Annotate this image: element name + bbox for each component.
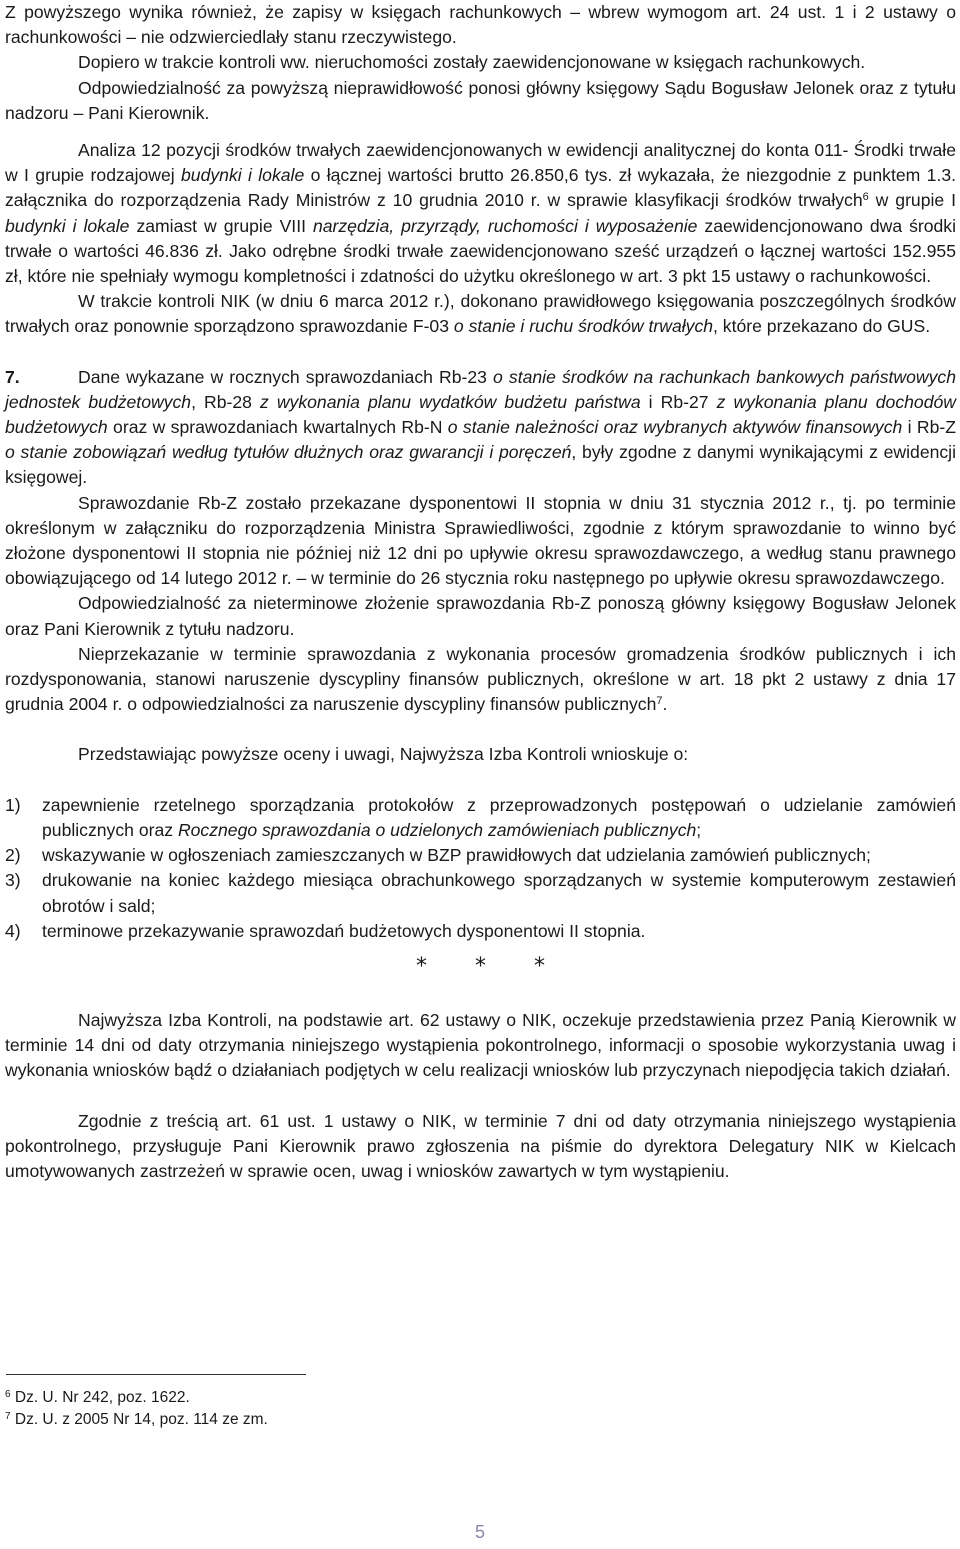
list-item: 4) terminowe przekazywanie sprawozdań budżetowych dysponentowi II stopnia. bbox=[5, 920, 646, 941]
paragraph-rbz: Sprawozdanie Rb-Z zostało przekazane dysponentowi II stopnia w dniu 31 stycznia 2012 r., tj. po terminie określonym w załączniku do rozporządzenia Ministra Sprawiedliwości, zgodnie z którym sprawozdanie to winno być złożone dysponentowi II stopnia nie później niż 12 dni po upływie okresu sprawozdawczego, a według stanu prawnego obowiązującego od 14 lutego 2012 r. – w terminie do 26 stycznia roku następnego po upływie okresu sprawozdawczego. bbox=[5, 492, 956, 589]
paragraph-intro-3: Odpowiedzialność za powyższą nieprawidłowość ponosi główny księgowy Sądu Bogusław Jelonek oraz z tytułu nadzoru – Pani Kierownik. bbox=[5, 77, 956, 123]
list-item: 3) drukowanie na koniec każdego miesiąca obrachunkowego sporządzanych w systemie komputerowym zestawień obrotów i sald; bbox=[5, 870, 956, 916]
footnote-separator bbox=[6, 1374, 306, 1375]
document-page bbox=[5, 0, 956, 1184]
page-number: 5 bbox=[474, 1522, 485, 1542]
footnote-6: $^6$ Dz. U. Nr 242, poz. 1622. bbox=[5, 1389, 190, 1406]
list-item: 2) wskazywanie w ogłoszeniach zamieszczanych w BZP prawidłowych dat udzielania zamówień publicznych; bbox=[5, 845, 871, 866]
paragraph-wnioski-intro: Przedstawiając powyższe oceny i uwagi, Najwyższa Izba Kontroli wnioskuje o: bbox=[78, 744, 689, 765]
paragraph-closing-2: Zgodnie z treścią art. 61 ust. 1 ustawy o NIK, w terminie 7 dni od daty otrzymania niniejszego wystąpienia pokontrolnego, przysługuje Pani Kierownik prawo zgłoszenia na piśmie do dyrektora Delegatury NIK w Kielcach umotywowanych zastrzeżeń w sprawie ocen, uwag i wniosków zawartych w tym wystąpieniu. bbox=[5, 1110, 956, 1181]
star: * bbox=[475, 953, 486, 979]
footnote-ref-7: 7 bbox=[656, 695, 663, 708]
star: * bbox=[416, 953, 427, 979]
paragraph-analiza: Analiza 12 pozycji środków trwałych zaewidencjonowanych w ewidencji analitycznej do konta 011- Środki trwałe w I grupie rodzajowej budynki i lokale o łącznej wartości brutto 26.850,6 tys. zł wykazała, że niezgodnie z punktem 1.3. załącznika do rozporządzenia Rady Ministrów z 10 grudnia 2010 r. w sprawie klasyfikacji środków trwałych$^6$ w grupie I budynki i lokale zamiast w grupie VIII narzędzia, przyrządy, ruchomości i wyposażenie zaewidencjonowano dwa środki trwałe o wartości 46.836 zł. Jako odrębne środki trwałe zaewidencjonowano sześć urządzeń o łącznej wartości 152.955 zł, które nie spełniały wymogu kompletności i zdatności do użytku określonego w art. 3 pkt 15 ustawy o rachunkowości. bbox=[5, 140, 957, 287]
star: * bbox=[534, 953, 545, 979]
paragraph-nieprzekazanie: Nieprzekazanie w terminie sprawozdania z wykonania procesów gromadzenia środków publicznych i ich rozdysponowania, stanowi naruszenie dyscypliny finansów publicznych, określone w art. 18 pkt 2 ustawy z dnia 17 grudnia 2004 r. o odpowiedzialności za naruszenie dyscypliny finansów publicznych$^7$. bbox=[5, 643, 956, 715]
paragraph-odpowiedzialnosc: Odpowiedzialność za nieterminowe złożenie sprawozdania Rb-Z ponoszą główny księgowy Bogusław Jelonek oraz Pani Kierownik z tytułu nadzoru. bbox=[5, 593, 956, 639]
wnioski-list bbox=[5, 793, 956, 944]
footnotes bbox=[5, 1387, 268, 1431]
list-item: 1) zapewnienie rzetelnego sporządzania protokołów z przeprowadzonych postępowań o udzielanie zamówień publicznych oraz Rocznego sprawozdania o udzielonych zamówieniach publicznych; bbox=[5, 794, 956, 840]
paragraph-intro-1: Z powyższego wynika również, że zapisy w księgach rachunkowych – wbrew wymogom art. 24 ust. 1 i 2 ustawy o rachunkowości – nie odzwierciedlały stanu rzeczywistego. bbox=[5, 2, 956, 48]
section-7-paragraph: 7. Dane wykazane w rocznych sprawozdaniach Rb-23 o stanie środków na rachunkach bankowych państwowych jednostek budżetowych, Rb-28 z wykonania planu wydatków budżetu państwa i Rb-27 z wykonania planu dochodów budżetowych oraz w sprawozdaniach kwartalnych Rb-N o stanie należności oraz wybranych aktywów finansowych i Rb-Z o stanie zobowiązań według tytułów dłużnych oraz gwarancji i poręczeń, były zgodne z danymi wynikającymi z ewidencji księgowej. bbox=[5, 366, 957, 488]
paragraph-intro-2: Dopiero w trakcie kontroli ww. nieruchomości zostały zaewidencjonowane w księgach rachunkowych. bbox=[78, 52, 866, 73]
footnote-7: $^7$ Dz. U. z 2005 Nr 14, poz. 114 ze zm. bbox=[5, 1411, 268, 1428]
footnote-ref-6: 6 bbox=[862, 191, 869, 204]
section-separator bbox=[5, 952, 956, 982]
paragraph-kontrola: W trakcie kontroli NIK (w dniu 6 marca 2012 r.), dokonano prawidłowego księgowania poszczególnych środków trwałych oraz ponownie sporządzono sprawozdanie F-03 o stanie i ruchu środków trwałych, które przekazano do GUS. bbox=[5, 291, 956, 337]
section-number: 7. bbox=[5, 366, 20, 387]
paragraph-closing-1: Najwyższa Izba Kontroli, na podstawie art. 62 ustawy o NIK, oczekuje przedstawienia przez Panią Kierownik w terminie 14 dni od daty otrzymania niniejszego wystąpienia pokontrolnego, informacji o sposobie wykorzystania uwag i wykonania wniosków bądź o działaniach podjętych w celu realizacji wniosków lub przyczynach niepodjęcia takich działań. bbox=[5, 1009, 956, 1081]
